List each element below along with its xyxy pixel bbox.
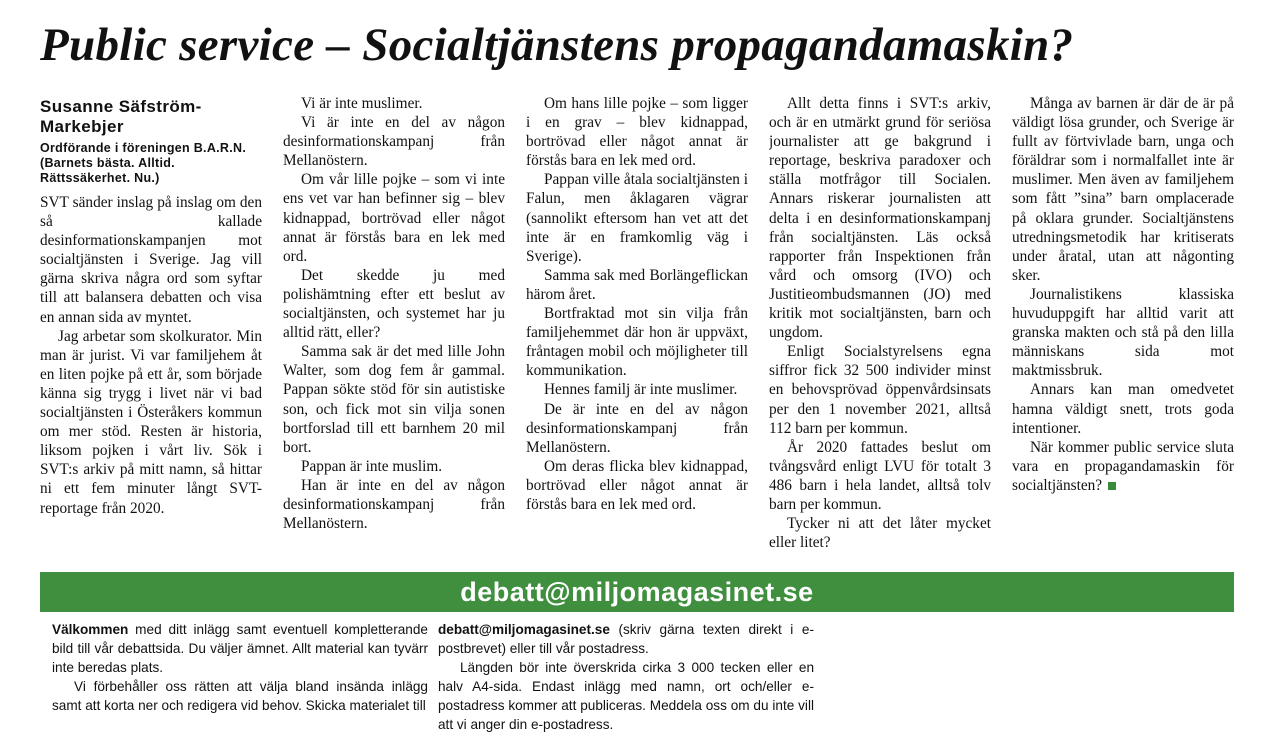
paragraph: Pappan ville åtala socialtjänsten i Falun, men åklagaren vägrar (sannolikt eftersom han vet att det inte är en framkomlig väg i Sverige). bbox=[526, 171, 748, 265]
article-column-2 bbox=[283, 94, 505, 564]
reserve-start: Vi förbehåller oss rätten att välja bland insända inlägg samt att korta ner och redigera vid behov. Skicka materialet till bbox=[52, 679, 428, 713]
info-email-link[interactable]: debatt@miljomagasinet.se bbox=[438, 622, 610, 637]
paragraph: Annars kan man omedvetet hamna väldigt snett, trots goda intentioner. bbox=[1012, 381, 1234, 437]
end-mark-square-icon bbox=[1108, 482, 1116, 490]
welcome-bold: Välkommen bbox=[52, 622, 129, 637]
reserve-text bbox=[52, 677, 428, 715]
paragraph: Vi är inte en del av någon desinformationskampanj från Mellanöstern. bbox=[283, 114, 505, 170]
welcome-rest: med ditt inlägg samt eventuell kompletterande bild till vår debattsida. Du väljer ämnet. Allt material kan tyvärr inte beredas plats. bbox=[52, 622, 428, 675]
paragraph: Samma sak är det med lille John Walter, som dog fem år gammal. Pappan sökte stöd för sin autistiske son, och fick mot sin vilja sonen bortforslad till ett barnhem 20 mil bort. bbox=[283, 343, 505, 456]
article-column-1 bbox=[40, 94, 262, 564]
paragraph: Hennes familj är inte muslimer. bbox=[544, 381, 738, 399]
paragraph: Journalistikens klassiska huvuduppgift har alltid varit att granska makten och stå på den lilla människans sida mot maktmissbruk. bbox=[1012, 285, 1234, 380]
paragraph: Enligt Socialstyrelsens egna siffror fick 32 500 individer minst en behovsprövad öppenvårdsinsats per den 1 november 2021, alltså 112 barn per kommun. bbox=[769, 343, 991, 437]
article-column-5 bbox=[1012, 94, 1234, 564]
welcome-text bbox=[52, 620, 428, 677]
paragraph: Pappan är inte muslim. bbox=[301, 457, 443, 475]
paragraph: Det skedde ju med polishämtning efter ett beslut av socialtjänsten, och systemet har ju alltid rätt, eller? bbox=[283, 266, 505, 342]
info-column-1 bbox=[52, 620, 428, 715]
paragraph: Om deras flicka blev kidnappad, bortrövad eller något annat är förstås bara en lek med ord. bbox=[526, 457, 748, 513]
article-column-4 bbox=[769, 94, 991, 564]
paragraph: Om hans lille pojke – som ligger i en grav – blev kidnappad, bortrövad eller något annat är förstås bara en lek med ord. bbox=[526, 95, 748, 170]
article-column-3 bbox=[526, 94, 748, 564]
paragraph: Tycker ni att det låter mycket eller litet? bbox=[769, 515, 991, 552]
length-rule: Längden bör inte överskrida cirka 3 000 tecken eller en halv A4-sida. Endast inlägg med namn, ort och/eller e-postadress kommer att publiceras. Meddela oss om du inte vill att vi anger din e-postadress. bbox=[438, 660, 814, 732]
author-title: Ordförande i föreningen B.A.R.N. (Barnets bästa. Alltid. Rättssäkerhet. Nu.) bbox=[40, 141, 247, 185]
paragraph: Många av barnen är där de är på väldigt lösa grunder, och Sverige är fullt av förtvivlade barn, unga och föräldrar som i normalfallet inte är muslimer. Men även av familjehem som fått ”sina” barn omplacerade på oklara grunder. Socialtjänstens utredningsmetodik har kritiserats under åratal, utan att någonting sker. bbox=[1012, 95, 1234, 284]
reserve-rest: (skriv gärna texten direkt i e-postbrevet) eller till vår postadress. bbox=[438, 622, 814, 656]
article-body bbox=[40, 94, 1236, 564]
paragraph: Samma sak med Borlängeflickan härom året. bbox=[526, 266, 748, 303]
paragraph: År 2020 fattades beslut om tvångsvård enligt LVU för totalt 3 486 barn i hela landet, alltså tolv barn per kommun. bbox=[769, 438, 991, 513]
paragraph: Om vår lille pojke – som vi inte ens vet var han befinner sig – blev kidnappad, bortrövad eller något annat är förstås bara en lek med ord. bbox=[283, 171, 505, 265]
closing-question: När kommer public service sluta vara en propagandamaskin för socialtjänsten? bbox=[1012, 438, 1234, 494]
author-name: Susanne Säfström-Markebjer bbox=[40, 97, 202, 136]
paragraph: Jag arbetar som skolkurator. Min man är jurist. Vi var familjehem åt en liten pojke på ett år, som började känna sig trygg i livet när vi bad socialtjänsten i Österåkers kommun om mer stöd. Resten är historia, liksom pojken i vårt liv. Sök i SVT:s arkiv på mitt namn, så hittar ni ett fem minuter långt SVT-reportage från 2020. bbox=[40, 327, 262, 517]
paragraph: SVT sänder inslag på inslag om den så kallade desinformationskampanjen mot socialtjänsten i Sverige. Jag vill gärna skriva några ord som syftar till att balansera debatten och visa en annan sida av myntet. bbox=[40, 194, 262, 326]
paragraph bbox=[1012, 438, 1234, 495]
paragraph: Han är inte en del av någon desinformationskampanj från Mellanöstern. bbox=[283, 476, 505, 533]
info-column-2 bbox=[438, 620, 814, 734]
paragraph: Bortfraktad mot sin vilja från familjehemmet där hon är uppväxt, fråntagen mobil och möjligheter till kommunikation. bbox=[526, 305, 748, 380]
email-instruction bbox=[438, 620, 814, 658]
submission-info bbox=[40, 620, 1236, 732]
paragraph: De är inte en del av någon desinformationskampanj från Mellanöstern. bbox=[526, 400, 748, 456]
debate-email-banner[interactable]: debatt@miljomagasinet.se bbox=[40, 572, 1234, 612]
length-text bbox=[438, 658, 814, 734]
headline: Public service – Socialtjänstens propagandamaskin? bbox=[40, 19, 1074, 71]
paragraph: Vi är inte muslimer. bbox=[301, 95, 423, 112]
paragraph: Allt detta finns i SVT:s arkiv, och är en utmärkt grund för seriösa journalister att ge bakgrund i reportage, beskriva paradoxer och ställa motfrågor till Socialen. Annars riskerar journalisten att delta i en desinformationskampanj från socialtjänsten. Läs också rapporter från Inspektionen från vård och omsorg (IVO) och Justitieombudsmannen (JO) med kritik mot socialtjänsten, barn och ungdom. bbox=[769, 95, 991, 342]
